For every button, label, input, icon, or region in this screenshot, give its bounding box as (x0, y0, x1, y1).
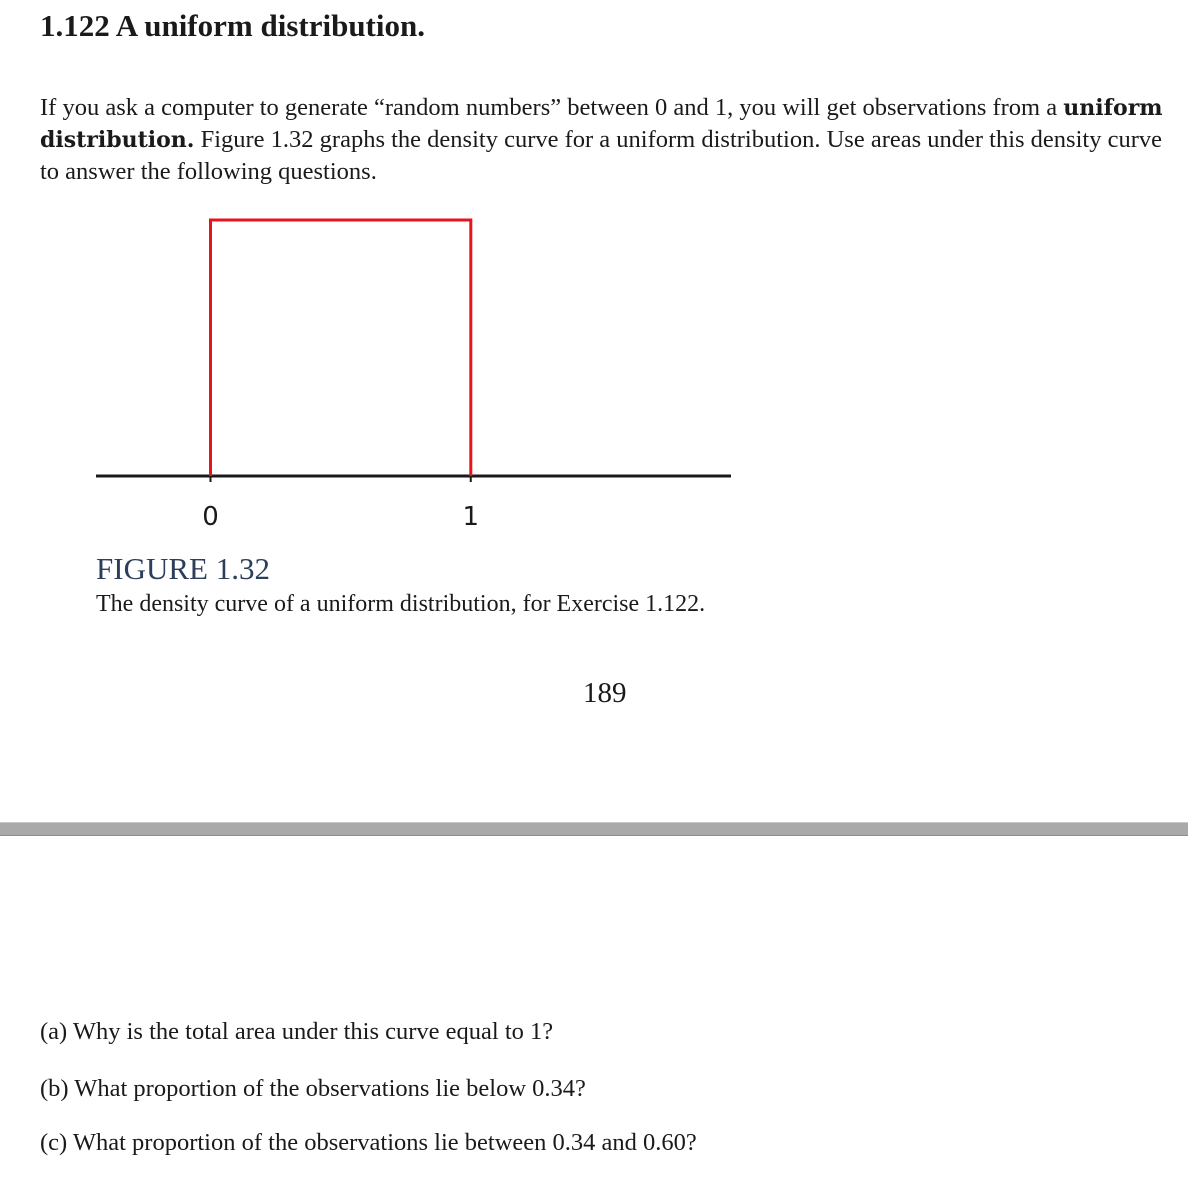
uniform-density-chart (0, 0, 1188, 560)
figure-caption: The density curve of a uniform distribution, for Exercise 1.122. (96, 591, 706, 617)
intro-text-1: If you ask a computer to generate “random numbers” between 0 and 1, you will get observations from a (40, 94, 1064, 121)
question-b: (b) What proportion of the observations lie below 0.34? (40, 1075, 586, 1102)
question-a: (a) Why is the total area under this curve equal to 1? (40, 1018, 554, 1045)
x-tick-label-1: 1 (462, 502, 480, 532)
page-separator (0, 822, 1188, 836)
question-c: (c) What proportion of the observations lie between 0.34 and 0.60? (40, 1129, 697, 1156)
density-curve (211, 220, 471, 476)
x-tick-label-0: 0 (202, 502, 219, 532)
intro-bold-term: uniform distribution. (40, 95, 1163, 153)
figure-label: FIGURE 1.32 (96, 551, 270, 586)
intro-text-2: Figure 1.32 graphs the density curve for a uniform distribution. Use areas under this density curve to answer the following questions. (40, 126, 1162, 185)
exercise-title: 1.122 A uniform distribution. (40, 8, 425, 43)
page-number: 189 (583, 677, 627, 709)
